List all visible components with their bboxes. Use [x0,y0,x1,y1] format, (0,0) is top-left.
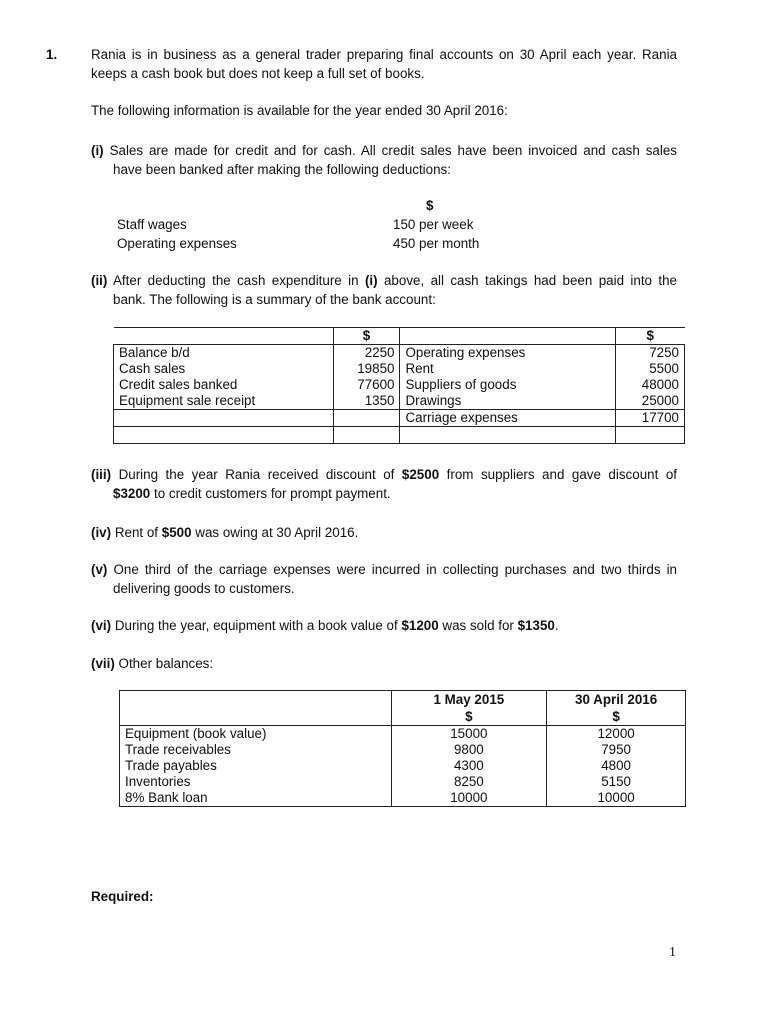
table-row [120,774,686,790]
deduction-name: Staff wages [117,217,187,232]
item-ii-label: (ii) [91,273,108,288]
currency-header: $ [333,328,400,345]
item-i-label: (i) [91,143,104,158]
balance-closing: 12000 [547,726,686,743]
debit-item: Cash sales [114,361,334,377]
item-ii-line-2: bank. The following is a summary of the bank account: [113,292,436,307]
table-row [120,758,686,774]
table-row [114,377,685,393]
question-intro [91,45,677,83]
item-iv: (iv) Rent of $500 was owing at 30 April 2016. [91,525,359,540]
credit-item: Suppliers of goods [400,377,616,393]
balance-closing: 10000 [547,790,686,807]
column-header: 30 April 2016 $ [547,691,686,726]
credit-amount: 5500 [616,361,685,377]
required-heading: Required: [91,889,154,904]
table-row [120,726,686,743]
balance-opening: 8250 [391,774,547,790]
item-i-line-2: have been banked after making the following deductions: [113,162,451,177]
other-balances-table [119,690,686,807]
balance-opening: 15000 [391,726,547,743]
balance-closing: 5150 [547,774,686,790]
item-vii-label: (vii) [91,656,115,671]
debit-item: Credit sales banked [114,377,334,393]
item-iii-label: (iii) [91,467,112,482]
intro-line-1: Rania is in business as a general trader preparing final accounts on 30 April each year. Rania [91,47,677,62]
table-row [120,742,686,758]
item-i-line-1 [91,141,677,160]
debit-item [114,410,334,427]
table-header-row [120,691,686,726]
column-header: 1 May 2015 $ [391,691,547,726]
debit-amount: 77600 [333,377,400,393]
item-iv-label: (iv) [91,525,112,540]
item-v-line-2: delivering goods to customers. [113,581,295,596]
deduction-name: Operating expenses [117,236,237,251]
balance-closing: 4800 [547,758,686,774]
table-header-row [114,328,685,345]
debit-item: Balance b/d [114,345,334,362]
debit-amount [333,410,400,427]
item-vi: (vi) During the year, equipment with a book value of $1200 was sold for $1350. [91,618,559,633]
debit-amount [333,427,400,444]
table-row [120,790,686,807]
deductions-currency: $ [426,198,434,213]
available-text: The following information is available for the year ended 30 April 2016: [91,103,508,118]
balance-closing: 7950 [547,742,686,758]
credit-amount: 25000 [616,393,685,410]
item-i [91,141,677,179]
balance-opening: 4300 [391,758,547,774]
deduction-value: 450 per month [393,236,480,251]
balance-name: 8% Bank loan [120,790,392,807]
item-iii [91,465,677,503]
credit-item [400,427,616,444]
table-row [114,410,685,427]
credit-amount: 7250 [616,345,685,362]
balance-name: Trade payables [120,758,392,774]
table-row [114,361,685,377]
page-number: 1 [669,945,676,960]
credit-item: Operating expenses [400,345,616,362]
credit-item: Rent [400,361,616,377]
balance-name: Equipment (book value) [120,726,392,743]
table-row [114,345,685,362]
debit-item [114,427,334,444]
bank-account-table [113,327,685,444]
debit-item: Equipment sale receipt [114,393,334,410]
currency-header: $ [616,328,685,345]
credit-amount: 48000 [616,377,685,393]
debit-amount: 19850 [333,361,400,377]
balance-opening: 10000 [391,790,547,807]
debit-amount: 2250 [333,345,400,362]
item-ii [91,271,677,309]
credit-item: Carriage expenses [400,410,616,427]
balance-opening: 9800 [391,742,547,758]
credit-amount: 17700 [616,410,685,427]
item-v [91,560,677,598]
balance-name: Inventories [120,774,392,790]
table-row [114,427,685,444]
intro-line-2: keeps a cash book but does not keep a full set of books. [91,66,425,81]
item-ii-line-1: (ii) After deducting the cash expenditure in (i) above, all cash takings had been paid into the [91,273,677,288]
item-iii-line-2: $3200 to credit customers for prompt payment. [113,486,391,501]
balance-name: Trade receivables [120,742,392,758]
item-i-text: Sales are made for credit and for cash. All credit sales have been invoiced and cash sales [109,143,677,158]
credit-item: Drawings [400,393,616,410]
item-v-line-1: (v) One third of the carriage expenses were incurred in collecting purchases and two thirds in [91,562,677,577]
item-v-label: (v) [91,562,108,577]
deduction-value: 150 per week [393,217,474,232]
item-vii: (vii) Other balances: [91,656,214,671]
table-row [114,393,685,410]
question-number: 1. [46,47,58,62]
item-iii-line-1: (iii) During the year Rania received discount of $2500 from suppliers and gave discount of [91,467,677,482]
credit-amount [616,427,685,444]
item-vi-label: (vi) [91,618,112,633]
debit-amount: 1350 [333,393,400,410]
